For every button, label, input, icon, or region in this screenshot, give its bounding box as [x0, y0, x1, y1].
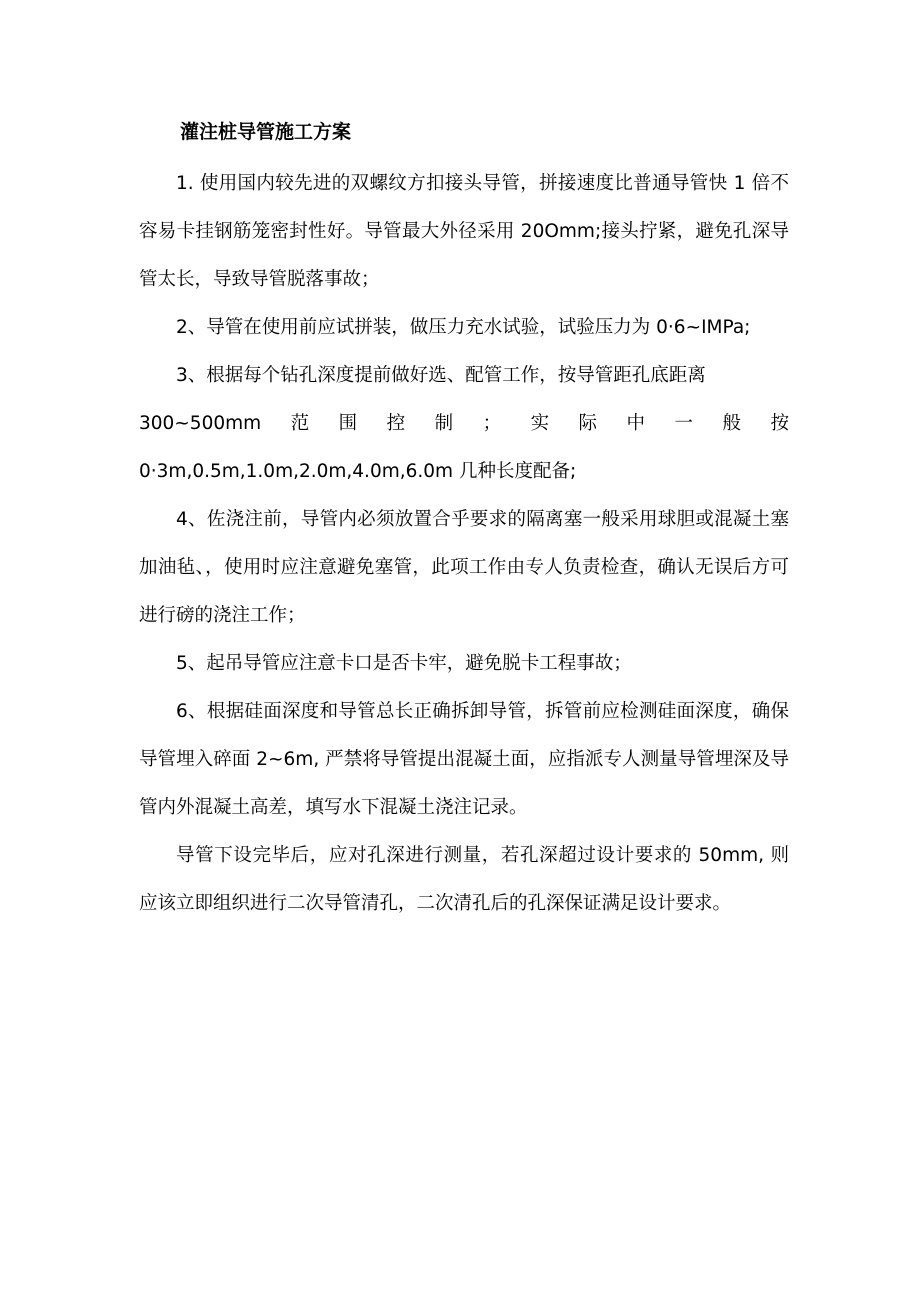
p3-word: 般 — [722, 413, 742, 434]
paragraph-3 — [139, 352, 789, 496]
paragraph-5: 5、起吊导管应注意卡口是否卡牢，避免脱卡工程事故； — [176, 653, 632, 674]
paragraph-3-line-3: 0·3m,0.5m,1.0m,2.0m,4.0m,6.0m 几种长度配备; — [139, 461, 577, 482]
p3-word: 实 — [530, 413, 550, 434]
paragraph-3-line-2 — [139, 400, 789, 448]
document-title: 灌注桩导管施工方案 — [180, 121, 352, 143]
paragraph-4: 4、佐浇注前，导管内必须放置合乎要求的隔离塞一般采用球胆或混凝土塞加油毡、，使用时应注意避免塞管，此项工作由专人负责检查，确认无误后方可进行磅的浇注工作； — [139, 509, 789, 626]
paragraph-3-line-1: 3、根据每个钻孔深度提前做好选、配管工作，按导管距孔底距离 — [176, 365, 706, 386]
p3-word: 按 — [770, 413, 789, 434]
paragraph-7: 导管下设完毕后，应对孔深进行测量，若孔深超过设计要求的 50mm, 则应该立即组织进行二次导管清孔，二次清孔后的孔深保证满足设计要求。 — [139, 845, 789, 914]
paragraph-1: 1. 使用国内较先进的双螺纹方扣接头导管，拼接速度比普通导管快 1 倍不容易卡挂钢筋笼密封性好。导管最大外径采用 20Omm;接头拧紧，避免孔深导管太长，导致导管脱落事故； — [139, 173, 789, 290]
paragraph-6: 6、根据硅面深度和导管总长正确拆卸导管，拆管前应检测硅面深度，确保导管埋入碎面 2~6m, 严禁将导管提出混凝土面，应指派专人测量导管埋深及导管内外混凝土高差，填写水下混凝土浇注记录。 — [139, 701, 789, 818]
p3-word: 一 — [674, 413, 694, 434]
p3-word: 际 — [578, 413, 598, 434]
p3-word: 中 — [626, 413, 646, 434]
p3-word: 围 — [338, 413, 358, 434]
p3-word: 范 — [290, 413, 310, 434]
p3-word: ； — [482, 413, 502, 434]
p3-word: 控 — [386, 413, 406, 434]
p3-word: 300~500mm — [139, 413, 262, 434]
paragraph-2: 2、导管在使用前应试拼装，做压力充水试验，试验压力为 0·6~IMPa; — [176, 317, 751, 338]
p3-word: 制 — [434, 413, 454, 434]
